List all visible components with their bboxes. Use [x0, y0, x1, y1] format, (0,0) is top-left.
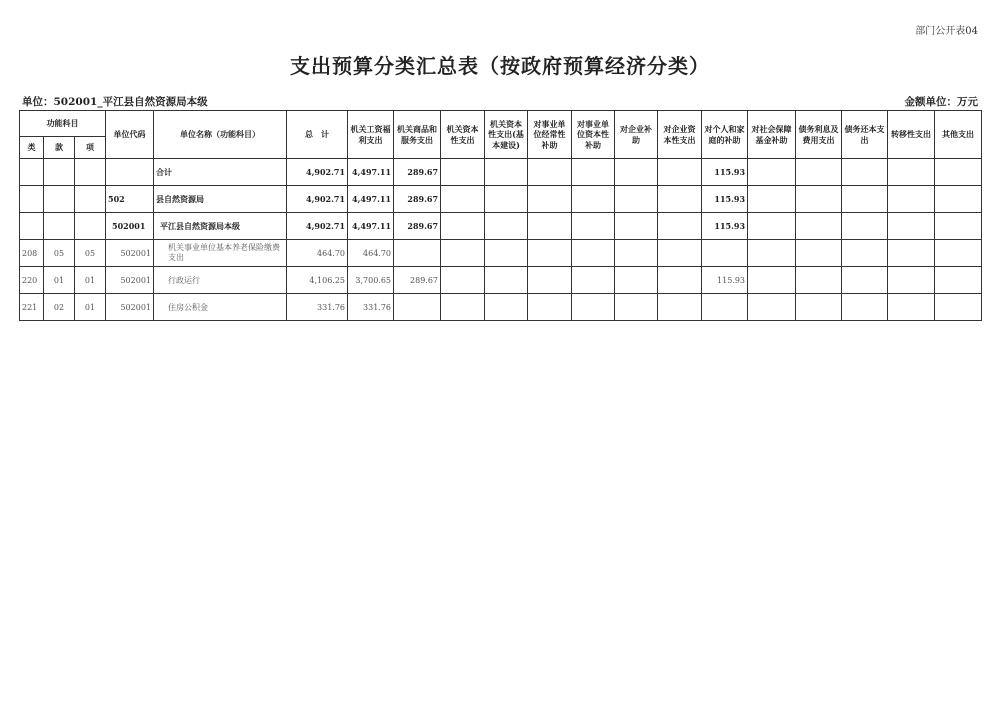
cell-col-9	[702, 240, 748, 267]
header-col-9: 对个人和家庭的补助	[702, 111, 748, 159]
page-title: 支出预算分类汇总表（按政府预算经济分类）	[290, 54, 710, 78]
cell-total: 4,902.71	[287, 213, 348, 240]
cell-col-9	[702, 294, 748, 321]
unit-label: 单位：502001_平江县自然资源局本级	[22, 96, 208, 108]
cell-code: 502001	[106, 213, 154, 240]
cell-col-9: 115.93	[702, 159, 748, 186]
cell-code: 502001	[106, 267, 154, 294]
header-col-12: 债务还本支出	[842, 111, 888, 159]
header-unit-code: 单位代码	[106, 111, 154, 159]
table-row	[20, 294, 982, 321]
cell-col-2: 289.67	[394, 267, 441, 294]
table-row	[20, 159, 982, 186]
header-col-11: 债务利息及费用支出	[796, 111, 842, 159]
table-row	[20, 267, 982, 294]
cell-lei	[20, 213, 44, 240]
header-col-2: 机关商品和服务支出	[394, 111, 441, 159]
header-function-subject: 功能科目	[20, 111, 106, 137]
cell-kuan	[44, 213, 75, 240]
cell-col-9: 115.93	[702, 186, 748, 213]
header-col-3: 机关资本性支出	[441, 111, 485, 159]
cell-col-9: 115.93	[702, 267, 748, 294]
cell-col-1: 331.76	[348, 294, 394, 321]
table-row	[20, 240, 982, 267]
header-kuan: 款	[44, 137, 75, 159]
amount-unit-label: 金额单位：万元	[904, 96, 978, 108]
cell-total: 4,902.71	[287, 159, 348, 186]
cell-col-2: 289.67	[394, 159, 441, 186]
header-col-8: 对企业资本性支出	[658, 111, 702, 159]
cell-col-2	[394, 240, 441, 267]
cell-name: 机关事业单位基本养老保险缴费支出	[154, 240, 287, 267]
cell-lei: 220	[20, 267, 44, 294]
cell-xiang	[75, 159, 106, 186]
table-row	[20, 213, 982, 240]
cell-lei	[20, 159, 44, 186]
header-unit-name: 单位名称（功能科目）	[154, 111, 287, 159]
header-col-1: 机关工资福利支出	[348, 111, 394, 159]
cell-xiang: 01	[75, 267, 106, 294]
header-xiang: 项	[75, 137, 106, 159]
cell-code: 502001	[106, 294, 154, 321]
cell-col-1: 4,497.11	[348, 159, 394, 186]
cell-kuan: 05	[44, 240, 75, 267]
header-col-4: 机关资本性支出(基本建设)	[485, 111, 528, 159]
cell-code: 502001	[106, 240, 154, 267]
header-lei: 类	[20, 137, 44, 159]
cell-kuan	[44, 186, 75, 213]
cell-col-2: 289.67	[394, 186, 441, 213]
header-col-6: 对事业单位资本性补助	[572, 111, 615, 159]
cell-xiang	[75, 186, 106, 213]
cell-name: 住房公积金	[154, 294, 287, 321]
table-number-label: 部门公开表04	[915, 26, 978, 37]
cell-col-1: 464.70	[348, 240, 394, 267]
cell-xiang: 05	[75, 240, 106, 267]
header-total: 总 计	[287, 111, 348, 159]
header-col-10: 对社会保障基金补助	[748, 111, 796, 159]
cell-col-1: 3,700.65	[348, 267, 394, 294]
cell-lei: 208	[20, 240, 44, 267]
table-row	[20, 186, 982, 213]
cell-lei	[20, 186, 44, 213]
header-col-13: 转移性支出	[888, 111, 935, 159]
budget-table	[19, 110, 982, 321]
cell-col-9: 115.93	[702, 213, 748, 240]
cell-name: 平江县自然资源局本级	[154, 213, 287, 240]
cell-total: 4,106.25	[287, 267, 348, 294]
cell-name: 合计	[154, 159, 287, 186]
header-col-7: 对企业补助	[615, 111, 658, 159]
cell-total: 464.70	[287, 240, 348, 267]
cell-xiang	[75, 213, 106, 240]
cell-col-1: 4,497.11	[348, 186, 394, 213]
cell-col-2	[394, 294, 441, 321]
cell-lei: 221	[20, 294, 44, 321]
cell-kuan	[44, 159, 75, 186]
cell-col-1: 4,497.11	[348, 213, 394, 240]
cell-xiang: 01	[75, 294, 106, 321]
cell-kuan: 01	[44, 267, 75, 294]
cell-name: 县自然资源局	[154, 186, 287, 213]
cell-code	[106, 159, 154, 186]
cell-name: 行政运行	[154, 267, 287, 294]
cell-total: 331.76	[287, 294, 348, 321]
cell-kuan: 02	[44, 294, 75, 321]
header-col-14: 其他支出	[935, 111, 982, 159]
cell-total: 4,902.71	[287, 186, 348, 213]
header-col-5: 对事业单位经常性补助	[528, 111, 572, 159]
cell-code: 502	[106, 186, 154, 213]
cell-col-2: 289.67	[394, 213, 441, 240]
